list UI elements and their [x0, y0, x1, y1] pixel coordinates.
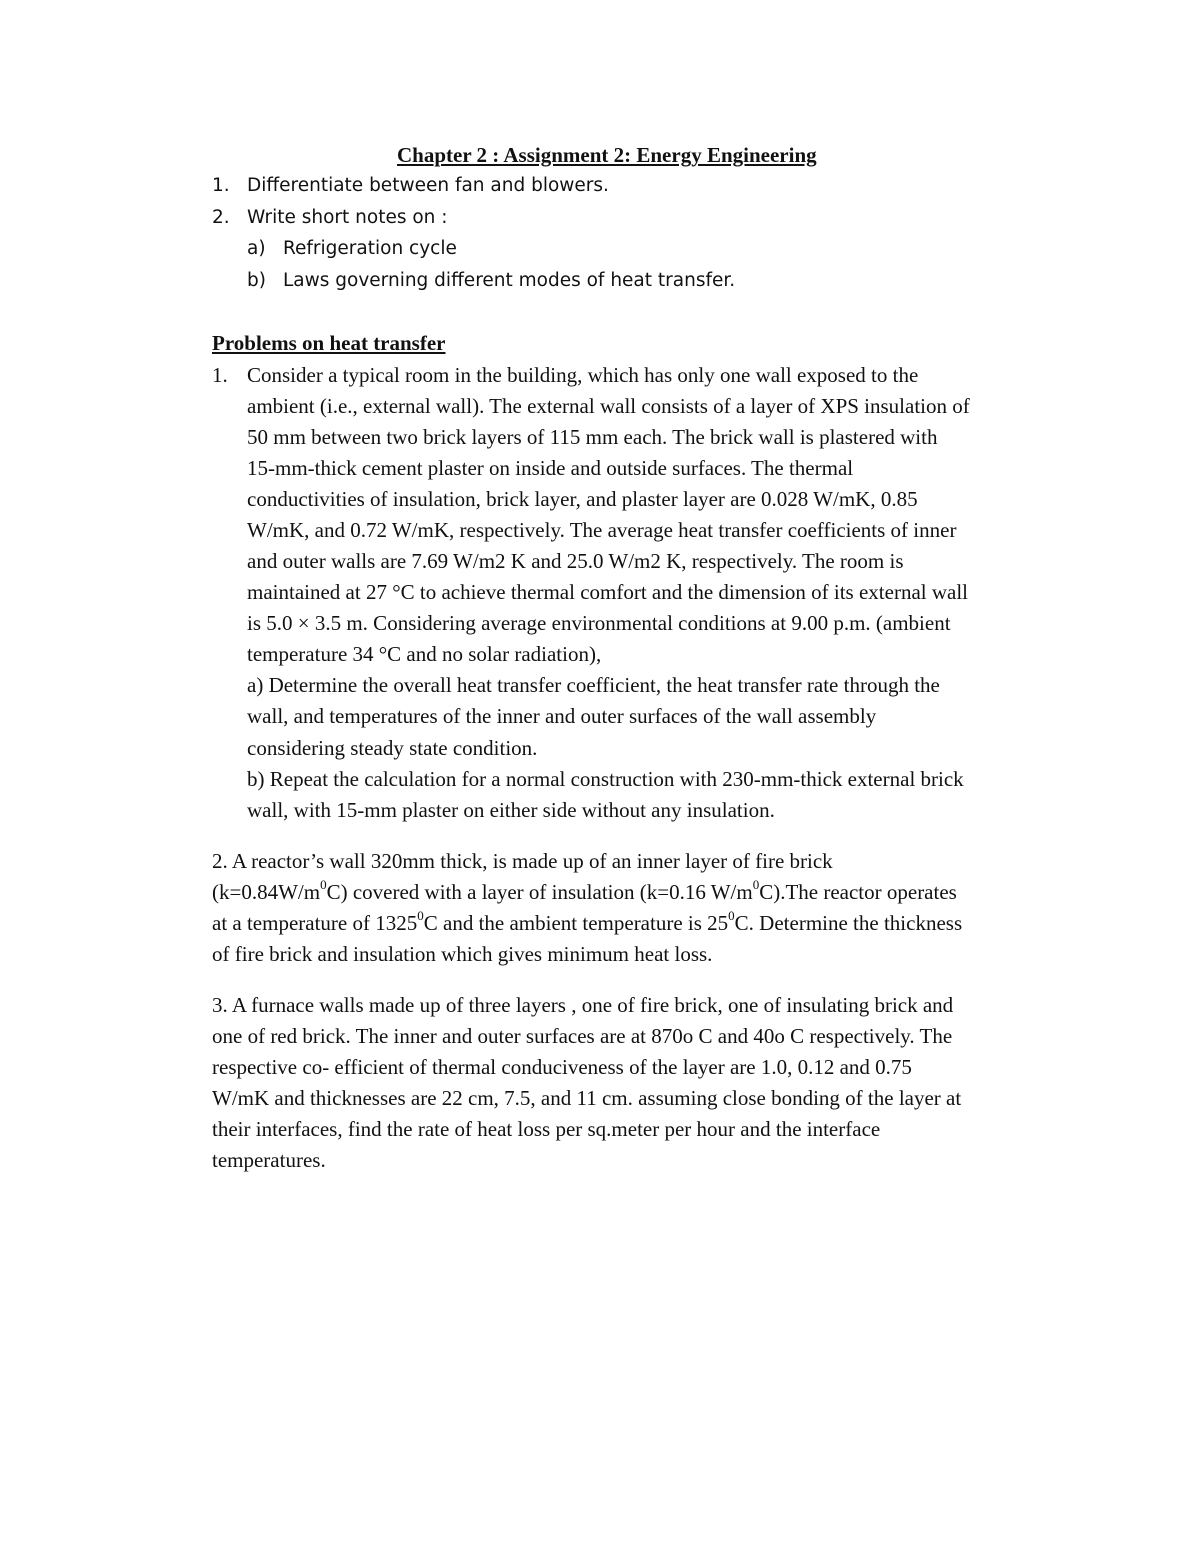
problem-3-line: one of red brick. The inner and outer surfaces are at 870o C and 40o C respectively. The [212, 1024, 953, 1048]
subitem-a-text: Refrigeration cycle [283, 238, 457, 259]
problems-heading: Problems on heat transfer [212, 331, 446, 355]
p2-text: C) covered with a layer of insulation (k=0.16 W/m [326, 880, 753, 904]
problem-3-line: respective co- efficient of thermal conduciveness of the layer are 1.0, 0.12 and 0.75 [212, 1055, 912, 1079]
problem-1-line: W/mK, and 0.72 W/mK, respectively. The average heat transfer coefficients of inner [247, 518, 957, 542]
problem-1-line: and outer walls are 7.69 W/m2 K and 25.0 W/m2 K, respectively. The room is [247, 549, 904, 573]
degree-superscript: 0 [728, 908, 735, 923]
problem-3-line: temperatures. [212, 1148, 326, 1172]
p2-text: at a temperature of 1325 [212, 911, 418, 935]
p2-text: C and the ambient temperature is 25 [423, 911, 729, 935]
question-2-text: Write short notes on : [247, 207, 448, 228]
problem-1-line: Consider a typical room in the building, which has only one wall exposed to the [247, 363, 919, 387]
question-1-number: 1. [212, 175, 230, 196]
page-title: Chapter 2 : Assignment 2: Energy Engineering [397, 143, 817, 167]
problem-3-line: 3. A furnace walls made up of three layers , one of fire brick, one of insulating brick and [212, 993, 954, 1017]
p2-text: (k=0.84W/m [212, 880, 321, 904]
problem-2-line [212, 908, 962, 938]
p2-text: C).The reactor operates [759, 880, 957, 904]
problem-2-line: 2. A reactor’s wall 320mm thick, is made up of an inner layer of fire brick [212, 849, 833, 873]
problem-1-line: conductivities of insulation, brick layer, and plaster layer are 0.028 W/mK, 0.85 [247, 487, 918, 511]
problem-1-line: is 5.0 × 3.5 m. Considering average environmental conditions at 9.00 p.m. (ambient [247, 611, 951, 635]
problem-1-line: wall, and temperatures of the inner and outer surfaces of the wall assembly [247, 704, 877, 728]
subitem-a-label: a) [247, 238, 266, 259]
problem-2-line [212, 877, 957, 907]
problem-1-part-b: b) Repeat the calculation for a normal construction with 230-mm-thick external brick [247, 767, 964, 791]
problem-1-line: temperature 34 °C and no solar radiation), [247, 642, 602, 666]
problem-1-part-a: a) Determine the overall heat transfer coefficient, the heat transfer rate through the [247, 673, 940, 697]
question-1-text: Differentiate between fan and blowers. [247, 175, 609, 196]
problem-3-line: W/mK and thicknesses are 22 cm, 7.5, and 11 cm. assuming close bonding of the layer at [212, 1086, 962, 1110]
problem-1-line: wall, with 15-mm plaster on either side without any insulation. [247, 798, 775, 822]
degree-superscript: 0 [417, 908, 424, 923]
problem-1-number: 1. [212, 363, 228, 387]
problem-1-line: 15-mm-thick cement plaster on inside and outside surfaces. The thermal [247, 456, 854, 480]
question-2-number: 2. [212, 207, 230, 228]
problem-3-line: their interfaces, find the rate of heat loss per sq.meter per hour and the interface [212, 1117, 881, 1141]
problem-1-line: maintained at 27 °C to achieve thermal comfort and the dimension of its external wall [247, 580, 969, 604]
p2-text: C. Determine the thickness [734, 911, 963, 935]
degree-superscript: 0 [320, 877, 327, 892]
subitem-b-label: b) [247, 270, 266, 291]
subitem-b-text: Laws governing different modes of heat transfer. [283, 270, 736, 291]
problem-2-line: of fire brick and insulation which gives minimum heat loss. [212, 942, 713, 966]
problem-1-line: 50 mm between two brick layers of 115 mm each. The brick wall is plastered with [247, 425, 938, 449]
problem-1-line: considering steady state condition. [247, 736, 538, 760]
problem-1-line: ambient (i.e., external wall). The external wall consists of a layer of XPS insulation of [247, 394, 970, 418]
degree-superscript: 0 [752, 877, 760, 892]
